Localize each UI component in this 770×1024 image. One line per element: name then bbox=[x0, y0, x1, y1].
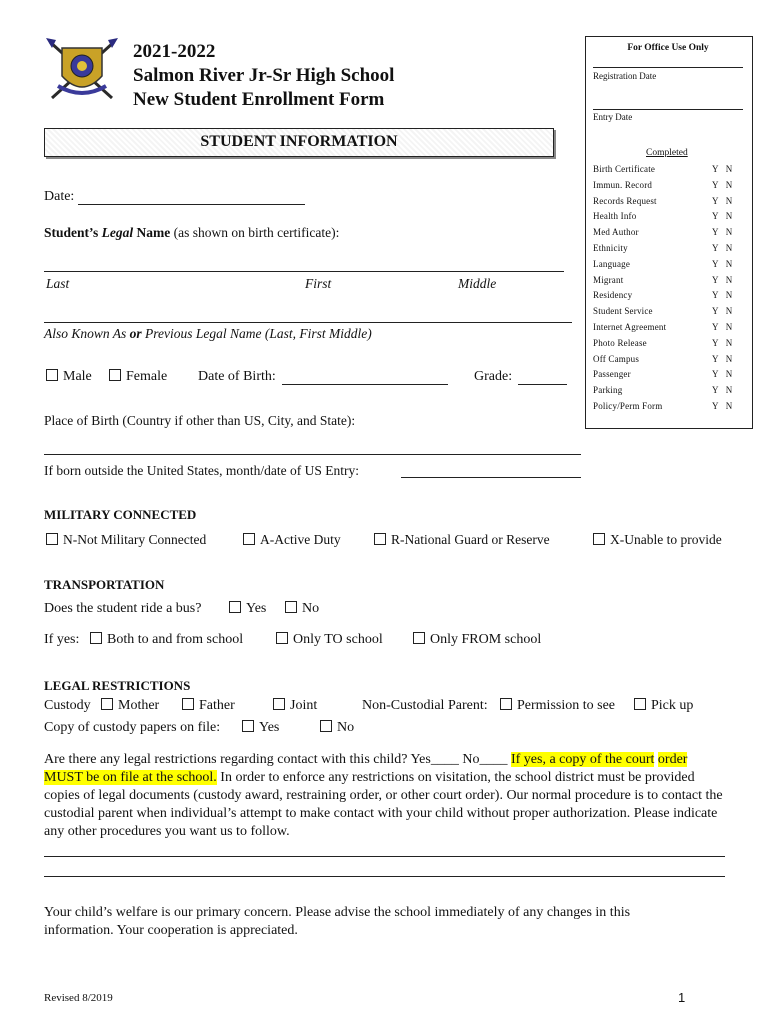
military-option-n[interactable]: N-Not Military Connected bbox=[46, 532, 206, 548]
legal-paragraph: Are there any legal restrictions regarding contact with this child? Yes____ No____ If yes, a copy of the court order MUST be on file at the school. In order to enforce any restrictions on visitation, the school district must be provided copies of legal documents (custody award, restraining order, or other court order). Our normal procedure is to contact the custodial parent when individual’s attempt to make contact with your child without proper authorization. Please indicate any other procedures you want us to follow. bbox=[44, 752, 723, 839]
office-checklist-row bbox=[593, 211, 743, 221]
registration-date-line[interactable] bbox=[593, 67, 743, 68]
last-name-label: Last bbox=[46, 276, 70, 291]
military-title: MILITARY CONNECTED bbox=[44, 507, 197, 522]
first-name-label: First bbox=[305, 276, 332, 291]
office-checklist-label: Parking bbox=[593, 385, 623, 396]
office-checklist-label: Internet Agreement bbox=[593, 322, 667, 332]
office-checklist-label: Med Author bbox=[593, 227, 639, 238]
office-checklist-yn[interactable]: Y N bbox=[712, 227, 733, 238]
us-entry-field[interactable] bbox=[401, 477, 581, 478]
male-checkbox[interactable] bbox=[46, 369, 58, 381]
bus-only-to-checkbox[interactable] bbox=[276, 632, 288, 644]
office-checklist-row bbox=[593, 227, 743, 237]
office-checklist-row bbox=[593, 322, 743, 332]
office-checklist-row bbox=[593, 196, 743, 206]
other-procedures-line-2[interactable] bbox=[44, 876, 725, 877]
pickup-checkbox[interactable] bbox=[634, 698, 646, 710]
grade-label: Grade: bbox=[474, 369, 513, 384]
registration-date-label: Registration Date bbox=[593, 71, 657, 81]
office-checklist-row bbox=[593, 401, 743, 411]
closing-note: Your child’s welfare is our primary concern. Please advise the school immediately of any changes in this information. Your cooperation is appreciated. bbox=[44, 905, 631, 938]
custody-mother-option[interactable]: Mother bbox=[101, 698, 159, 714]
dob-field[interactable] bbox=[282, 384, 448, 385]
military-option-x[interactable]: X-Unable to provide bbox=[593, 532, 722, 548]
office-checklist-yn[interactable]: Y N bbox=[712, 195, 733, 206]
office-checklist-yn[interactable]: Y N bbox=[712, 322, 733, 332]
form-name: New Student Enrollment Form bbox=[133, 89, 385, 110]
legal-name-label: Student’s Legal Name (as shown on birth certificate): bbox=[44, 225, 340, 240]
bus-both-option[interactable]: Both to and from school bbox=[90, 632, 243, 648]
office-checklist-yn[interactable]: Y N bbox=[712, 290, 733, 301]
office-checklist-row bbox=[593, 385, 743, 395]
office-checklist-label: Passenger bbox=[593, 369, 631, 380]
office-checklist-label: Records Request bbox=[593, 195, 657, 206]
female-option[interactable]: Female bbox=[109, 369, 167, 385]
office-checklist-row bbox=[593, 306, 743, 316]
copy-custody-yes-option[interactable]: Yes bbox=[242, 720, 279, 736]
custody-joint-checkbox[interactable] bbox=[273, 698, 285, 710]
office-checklist-label: Student Service bbox=[593, 306, 653, 317]
office-checklist-row bbox=[593, 338, 743, 348]
bus-only-from-checkbox[interactable] bbox=[413, 632, 425, 644]
copy-custody-no-option[interactable]: No bbox=[320, 720, 354, 736]
date-label: Date: bbox=[44, 189, 75, 204]
other-procedures-line-1[interactable] bbox=[44, 856, 725, 857]
office-checklist-row bbox=[593, 354, 743, 364]
bus-only-to-option[interactable]: Only TO school bbox=[276, 632, 383, 648]
aka-field[interactable] bbox=[44, 322, 572, 323]
office-checklist-row bbox=[593, 275, 743, 285]
pickup-option[interactable]: Pick up bbox=[634, 698, 693, 714]
office-checklist-label: Off Campus bbox=[593, 353, 640, 364]
us-entry-label: If born outside the United States, month/date of US Entry: bbox=[44, 463, 359, 478]
form-title bbox=[133, 40, 394, 112]
copy-custody-yes-checkbox[interactable] bbox=[242, 720, 254, 732]
office-checklist-yn[interactable]: Y N bbox=[712, 353, 733, 364]
permission-checkbox[interactable] bbox=[500, 698, 512, 710]
permission-option[interactable]: Permission to see bbox=[500, 698, 615, 714]
transportation-title: TRANSPORTATION bbox=[44, 577, 165, 592]
office-checklist-label: Health Info bbox=[593, 211, 637, 222]
student-info-title: STUDENT INFORMATION bbox=[200, 133, 398, 150]
page-number: 1 bbox=[678, 990, 686, 1005]
military-option-a[interactable]: A-Active Duty bbox=[243, 532, 341, 548]
military-option-r[interactable]: R-National Guard or Reserve bbox=[374, 532, 550, 548]
copy-custody-label: Copy of custody papers on file: bbox=[44, 720, 221, 735]
office-checklist-label: Ethnicity bbox=[593, 243, 628, 253]
male-option[interactable]: Male bbox=[46, 369, 92, 385]
military-r-checkbox[interactable] bbox=[374, 533, 386, 545]
office-checklist-label: Birth Certificate bbox=[593, 164, 656, 174]
office-checklist-yn[interactable]: Y N bbox=[712, 306, 733, 317]
office-checklist-yn[interactable]: Y N bbox=[712, 179, 733, 190]
if-yes-label: If yes: bbox=[44, 632, 80, 647]
aka-label: Also Known As or Previous Legal Name (Last, First Middle) bbox=[44, 326, 372, 341]
custody-father-option[interactable]: Father bbox=[182, 698, 235, 714]
dob-label: Date of Birth: bbox=[198, 369, 276, 384]
bus-yes-checkbox[interactable] bbox=[229, 601, 241, 613]
date-field[interactable] bbox=[78, 204, 305, 205]
office-checklist-row bbox=[593, 243, 743, 253]
place-of-birth-field[interactable] bbox=[44, 454, 581, 455]
office-checklist-label: Residency bbox=[593, 290, 633, 301]
office-checklist-label: Policy/Perm Form bbox=[593, 401, 663, 411]
office-checklist-row bbox=[593, 290, 743, 300]
legal-name-field[interactable] bbox=[44, 271, 564, 272]
bus-no-checkbox[interactable] bbox=[285, 601, 297, 613]
military-a-checkbox[interactable] bbox=[243, 533, 255, 545]
custody-joint-option[interactable]: Joint bbox=[273, 698, 317, 714]
custody-label: Custody bbox=[44, 698, 91, 713]
bus-yes-option[interactable]: Yes bbox=[229, 601, 266, 617]
copy-custody-no-checkbox[interactable] bbox=[320, 720, 332, 732]
office-checklist-row bbox=[593, 164, 743, 174]
office-checklist-yn[interactable]: Y N bbox=[712, 369, 733, 380]
office-checklist-label: Language bbox=[593, 258, 631, 269]
middle-name-label: Middle bbox=[458, 276, 497, 291]
entry-date-line[interactable] bbox=[593, 109, 743, 110]
completed-label: Completed bbox=[646, 148, 688, 158]
military-n-checkbox[interactable] bbox=[46, 533, 58, 545]
bus-question: Does the student ride a bus? bbox=[44, 601, 202, 616]
legal-title: LEGAL RESTRICTIONS bbox=[44, 678, 191, 693]
office-checklist-label: Migrant bbox=[593, 274, 624, 285]
office-use-title: For Office Use Only bbox=[627, 43, 709, 53]
noncustodial-label: Non-Custodial Parent: bbox=[362, 698, 488, 713]
school-year: 2021-2022 bbox=[133, 41, 216, 62]
office-checklist-yn[interactable]: Y N bbox=[712, 258, 733, 269]
office-checklist-row bbox=[593, 369, 743, 379]
school-crest-logo bbox=[44, 36, 120, 104]
office-checklist-yn[interactable]: Y N bbox=[712, 385, 733, 396]
revised-date: Revised 8/2019 bbox=[44, 992, 113, 1004]
office-checklist-yn[interactable]: Y N bbox=[712, 337, 733, 348]
bus-both-checkbox[interactable] bbox=[90, 632, 102, 644]
office-checklist-yn[interactable]: Y N bbox=[712, 401, 733, 411]
custody-father-checkbox[interactable] bbox=[182, 698, 194, 710]
office-checklist-yn[interactable]: Y N bbox=[712, 243, 733, 253]
office-checklist-yn[interactable]: Y N bbox=[712, 274, 733, 285]
office-checklist-yn[interactable]: Y N bbox=[712, 211, 733, 222]
office-checklist-row bbox=[593, 259, 743, 269]
military-x-checkbox[interactable] bbox=[593, 533, 605, 545]
school-name: Salmon River Jr-Sr High School bbox=[133, 65, 395, 86]
female-checkbox[interactable] bbox=[109, 369, 121, 381]
custody-mother-checkbox[interactable] bbox=[101, 698, 113, 710]
place-of-birth-label: Place of Birth (Country if other than US, City, and State): bbox=[44, 413, 356, 428]
grade-field[interactable] bbox=[518, 384, 567, 385]
office-checklist-yn[interactable]: Y N bbox=[712, 164, 733, 174]
entry-date-label: Entry Date bbox=[593, 112, 633, 122]
office-checklist-label: Immun. Record bbox=[593, 179, 653, 190]
bus-only-from-option[interactable]: Only FROM school bbox=[413, 632, 541, 648]
office-checklist-row bbox=[593, 180, 743, 190]
office-checklist-label: Photo Release bbox=[593, 337, 647, 348]
bus-no-option[interactable]: No bbox=[285, 601, 319, 617]
